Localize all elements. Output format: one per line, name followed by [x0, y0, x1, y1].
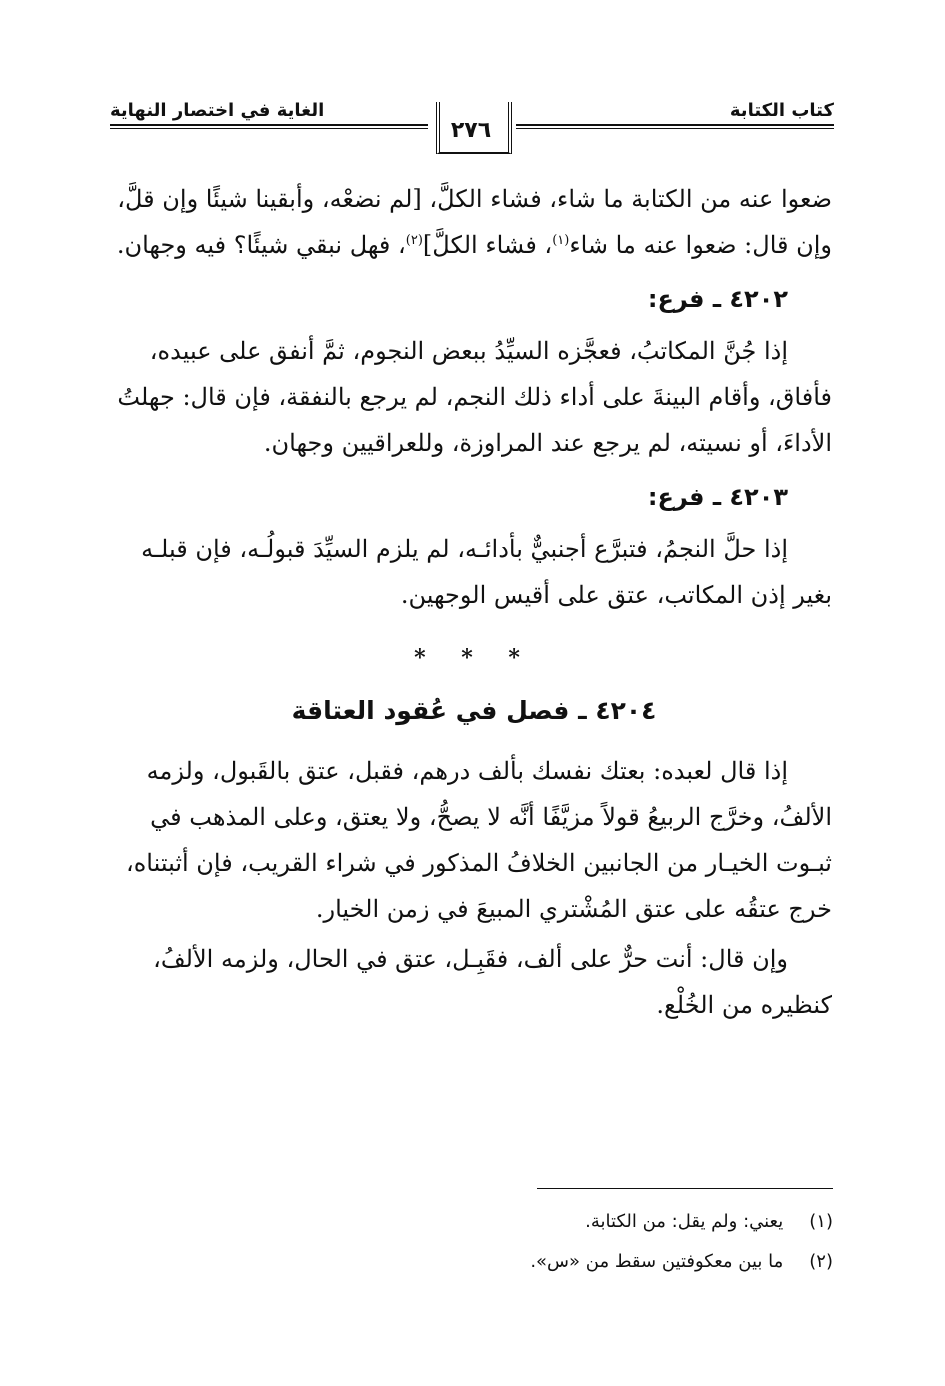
book-title: الغاية في اختصار النهاية [110, 100, 325, 121]
footnote-number: (١) [809, 1211, 833, 1232]
paragraph-1 [116, 176, 832, 268]
text-segment: ، فهل نبقي شيئًا؟ فيه وجهان. [116, 231, 406, 259]
section-title: ٤٢٠٤ ـ فصل في عُقود العتاقة [291, 696, 657, 725]
text-line: الألفُ، وخرَّج الربيعُ قولاً مزيَّفًا أنَّه لا يصحُّ، ولا يعتق، وعلى المذهب في [150, 803, 832, 831]
footnote-number: (٢) [809, 1251, 833, 1272]
footnotes [117, 1202, 833, 1282]
footnote-1 [117, 1202, 833, 1242]
text-line: بغير إذن المكاتب، عتق على أقيس الوجهين. [400, 581, 832, 609]
text-line: كنظيره من الخُلْع. [656, 991, 832, 1019]
text-line [116, 222, 832, 268]
chapter-title: كتاب الكتابة [729, 100, 834, 121]
paragraph-5 [116, 936, 832, 1028]
footnote-ref-2[interactable]: (٢) [405, 233, 423, 248]
page-header [110, 96, 834, 162]
main-text [116, 176, 832, 1028]
text-line: ضعوا عنه من الكتابة ما شاء، فشاء الكلَّ، [لم نضعْه، وأبقينا شيئًا وإن قلَّ، [117, 185, 832, 213]
branch-heading-4202: ٤٢٠٢ ـ فرع: [647, 285, 788, 313]
branch-heading-4203: ٤٢٠٣ ـ فرع: [647, 483, 788, 511]
footnote-ref-1[interactable]: (١) [552, 233, 570, 248]
text-line: فأفاق، وأقام البينةَ على أداء ذلك النجم، لم يرجع بالنفقة، فإن قال: جهلتُ [117, 383, 832, 411]
paragraph-3 [116, 526, 832, 618]
header-rule-left [110, 124, 428, 129]
text-line: وإن قال: أنت حرٌّ على ألف، فقَبِـل، عتق في الحال، ولزمه الألفُ، [153, 945, 788, 973]
paragraph-2 [116, 328, 832, 466]
text-line: إذا حلَّ النجمُ، فتبرَّع أجنبيٌّ بأدائـه، لم يلزم السيِّدَ قبولُـه، فإن قبلـه [141, 535, 788, 563]
footnote-separator [537, 1188, 833, 1189]
page-number-frame [428, 102, 514, 154]
header-rule-right [516, 124, 834, 129]
text-line: الأداءَ، أو نسيته، لم يرجع عند المراوزة، وللعراقيين وجهان. [263, 429, 832, 457]
footnote-2 [117, 1242, 833, 1282]
text-segment: ، فشاء الكلَّ] [422, 231, 553, 259]
text-line: خرج عتقُه على عتق المُشْتري المبيعَ في زمن الخيار. [315, 895, 832, 923]
text-segment: وإن قال: ضعوا عنه ما شاء [569, 231, 832, 259]
section-divider-stars: * * * [414, 645, 534, 671]
paragraph-4 [116, 748, 832, 932]
page-number: ٢٧٦ [450, 118, 492, 143]
text-line: إذا جُنَّ المكاتبُ، فعجَّزه السيِّدُ ببعض النجوم، ثمَّ أنفق على عبيده، [149, 337, 788, 365]
footnote-text: ما بين معكوفتين سقط من «س». [530, 1251, 784, 1272]
text-line: إذا قال لعبده: بعتك نفسك بألف درهم، فقبل، عتق بالقَبول، ولزمه [146, 757, 788, 785]
footnote-text: يعني: ولم يقل: من الكتابة. [585, 1211, 784, 1232]
text-line: ثبـوت الخيـار من الجانبين الخلافُ المذكور في شراء القريب، فإن أثبتناه، [125, 849, 832, 877]
